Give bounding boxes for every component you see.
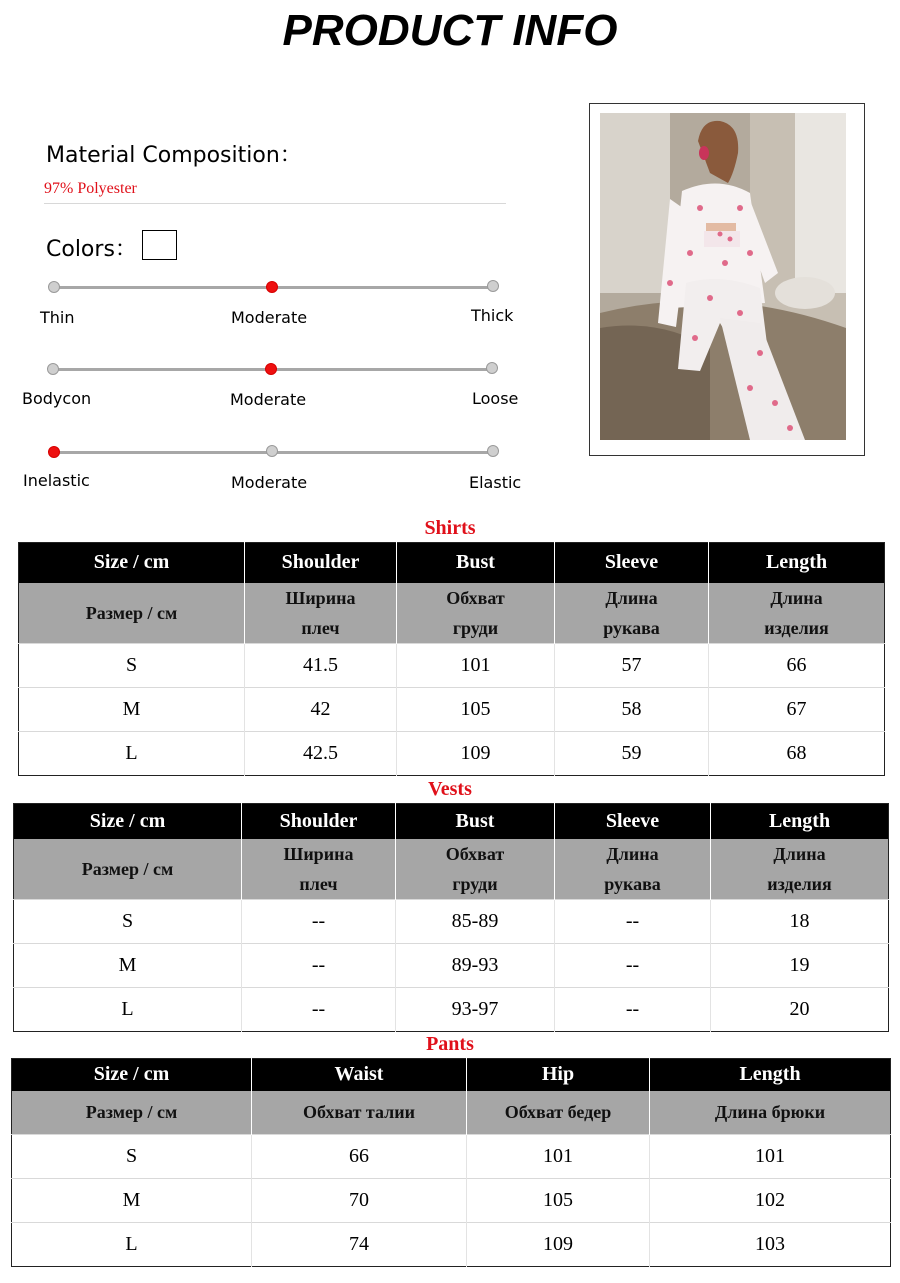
table-row: [19, 643, 885, 687]
sub-header-shoulder: Ширина плеч: [242, 839, 396, 900]
scale-label-right: Loose: [472, 389, 519, 408]
col-header-shoulder: Shoulder: [242, 804, 396, 839]
cell-bust: 105: [397, 687, 555, 731]
table-row: [14, 899, 889, 943]
cell-bust: 89-93: [396, 943, 555, 987]
cell-size: M: [14, 943, 242, 987]
cell-bust: 101: [397, 643, 555, 687]
elasticity-scale: [0, 445, 540, 505]
cell-length: 18: [711, 899, 889, 943]
sub-header-bust: Обхват груди: [397, 583, 555, 644]
cell-size: L: [14, 987, 242, 1031]
sub-header-waist: Обхват талии: [252, 1091, 467, 1135]
cell-length: 67: [709, 687, 885, 731]
cell-length: 68: [709, 731, 885, 775]
pants-title: Pants: [426, 1033, 474, 1055]
scale-label-left: Thin: [40, 308, 75, 327]
cell-length: 103: [650, 1223, 891, 1267]
cell-shoulder: --: [242, 899, 396, 943]
scale-label-mid: Moderate: [230, 390, 307, 409]
col-header-bust: Bust: [397, 543, 555, 583]
material-label: Material Composition：: [46, 143, 302, 168]
pants-size-table: [11, 1058, 891, 1267]
cell-length: 66: [709, 643, 885, 687]
thickness-scale: [0, 280, 540, 340]
scale-dot-elastic: [487, 445, 499, 457]
fit-scale: [0, 362, 540, 422]
shirts-title: Shirts: [424, 517, 476, 539]
sub-header-sleeve: Длина рукава: [555, 583, 709, 644]
sub-header-length: Длина брюки: [650, 1091, 891, 1135]
colors-label: Colors：: [46, 237, 137, 262]
sub-header-hip: Обхват бедер: [467, 1091, 650, 1135]
table-row: [12, 1179, 891, 1223]
cell-sleeve: --: [555, 987, 711, 1031]
scale-dot-moderate: [266, 281, 278, 293]
cell-hip: 101: [467, 1135, 650, 1179]
sub-header-size: Размер / см: [12, 1091, 252, 1135]
table-row: [14, 943, 889, 987]
scale-dot-thin: [48, 281, 60, 293]
cell-sleeve: --: [555, 943, 711, 987]
cell-waist: 74: [252, 1223, 467, 1267]
cell-bust: 109: [397, 731, 555, 775]
cell-size: L: [12, 1223, 252, 1267]
table-row: [19, 731, 885, 775]
cell-size: S: [14, 899, 242, 943]
sub-header-length: Длина изделия: [709, 583, 885, 644]
scale-dot-loose: [486, 362, 498, 374]
col-header-bust: Bust: [396, 804, 555, 839]
cell-size: S: [12, 1135, 252, 1179]
table-row: [14, 987, 889, 1031]
sub-header-bust: Обхват груди: [396, 839, 555, 900]
table-row: [19, 687, 885, 731]
cell-size: S: [19, 643, 245, 687]
col-header-sleeve: Sleeve: [555, 804, 711, 839]
scale-label-mid: Moderate: [231, 473, 308, 492]
color-swatch-white[interactable]: [142, 230, 177, 260]
sub-header-size: Размер / см: [14, 839, 242, 900]
scale-dot-moderate: [265, 363, 277, 375]
product-photo[interactable]: [600, 113, 846, 440]
sub-header-length: Длина изделия: [711, 839, 889, 900]
cell-waist: 70: [252, 1179, 467, 1223]
material-value: 97% Polyester: [44, 180, 137, 197]
cell-hip: 105: [467, 1179, 650, 1223]
cell-bust: 85-89: [396, 899, 555, 943]
cell-shoulder: 42: [245, 687, 397, 731]
vests-size-table: [13, 803, 889, 1032]
col-header-sleeve: Sleeve: [555, 543, 709, 583]
scale-dot-inelastic: [48, 446, 60, 458]
scale-label-right: Elastic: [469, 473, 522, 492]
col-header-size: Size / cm: [19, 543, 245, 583]
cell-sleeve: 59: [555, 731, 709, 775]
cell-length: 101: [650, 1135, 891, 1179]
col-header-length: Length: [650, 1059, 891, 1091]
cell-sleeve: --: [555, 899, 711, 943]
scale-dot-thick: [487, 280, 499, 292]
cell-length: 19: [711, 943, 889, 987]
cell-size: M: [19, 687, 245, 731]
table-row: [12, 1223, 891, 1267]
cell-hip: 109: [467, 1223, 650, 1267]
scale-dot-bodycon: [47, 363, 59, 375]
cell-size: L: [19, 731, 245, 775]
scale-label-left: Bodycon: [22, 389, 92, 408]
col-header-size: Size / cm: [12, 1059, 252, 1091]
cell-size: M: [12, 1179, 252, 1223]
col-header-length: Length: [711, 804, 889, 839]
sub-header-size: Размер / см: [19, 583, 245, 644]
scale-label-left: Inelastic: [23, 471, 90, 490]
cell-bust: 93-97: [396, 987, 555, 1031]
model-photo-illustration: [600, 113, 846, 440]
vests-title: Vests: [428, 778, 472, 800]
divider: [44, 203, 506, 204]
cell-length: 102: [650, 1179, 891, 1223]
cell-sleeve: 57: [555, 643, 709, 687]
sub-header-shoulder: Ширина плеч: [245, 583, 397, 644]
cell-shoulder: --: [242, 943, 396, 987]
cell-shoulder: 42.5: [245, 731, 397, 775]
scale-label-right: Thick: [471, 306, 514, 325]
scale-label-mid: Moderate: [231, 308, 308, 327]
cell-shoulder: --: [242, 987, 396, 1031]
product-photo-frame: [589, 103, 865, 456]
col-header-hip: Hip: [467, 1059, 650, 1091]
col-header-length: Length: [709, 543, 885, 583]
col-header-shoulder: Shoulder: [245, 543, 397, 583]
table-row: [12, 1135, 891, 1179]
cell-sleeve: 58: [555, 687, 709, 731]
cell-length: 20: [711, 987, 889, 1031]
page-title: PRODUCT INFO: [282, 6, 618, 55]
cell-waist: 66: [252, 1135, 467, 1179]
shirts-size-table: [18, 542, 885, 776]
col-header-size: Size / cm: [14, 804, 242, 839]
col-header-waist: Waist: [252, 1059, 467, 1091]
sub-header-sleeve: Длина рукава: [555, 839, 711, 900]
cell-shoulder: 41.5: [245, 643, 397, 687]
scale-dot-moderate: [266, 445, 278, 457]
